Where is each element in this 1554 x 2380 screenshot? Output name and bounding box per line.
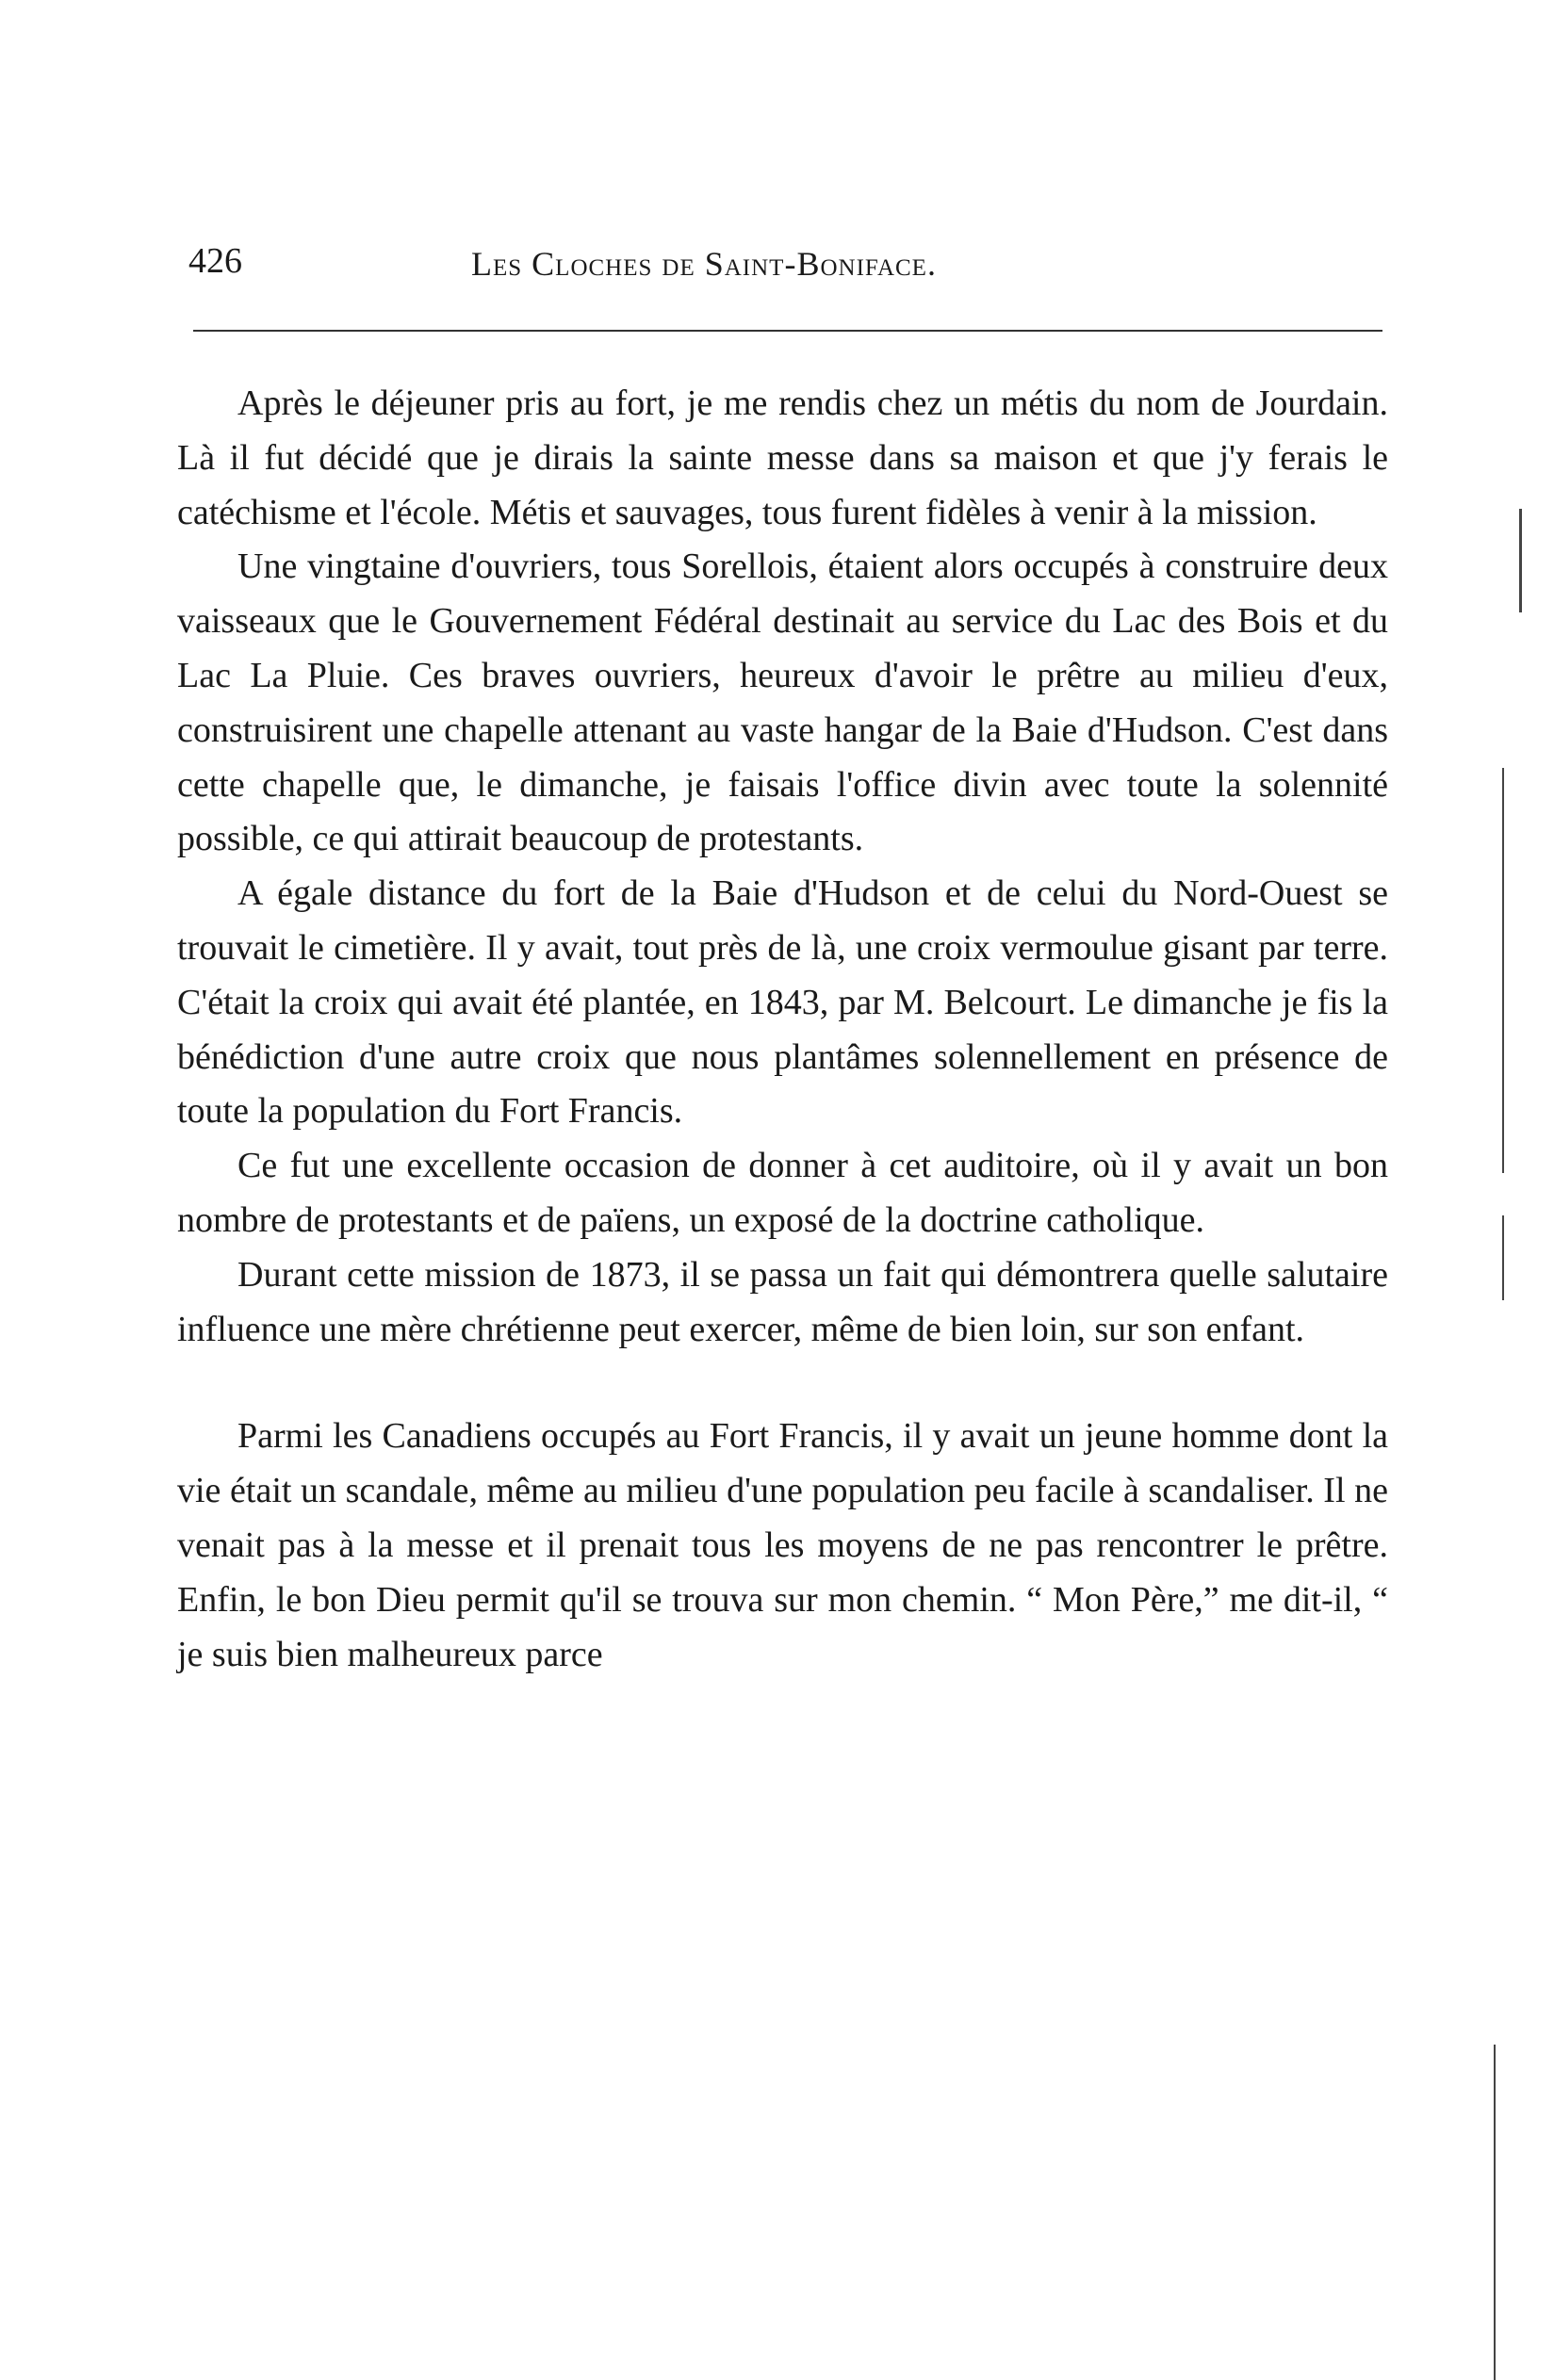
paragraph: Une vingtaine d'ouvriers, tous Sorellois, étaient alors occupés à construire deux vaisseaux que le Gouvernement Fédéral destinait au service du Lac des Bois et du Lac La Pluie. Ces braves ouvriers, heureux d'avoir le prêtre au milieu d'eux, construisirent une chapelle attenant au vaste hangar de la Baie d'Hudson. C'est dans cette chapelle que, le dimanche, je faisais l'office divin avec toute la solennité possible, ce qui attirait beaucoup de protestants.	[177, 546, 1388, 859]
page-header-title: Les Cloches de Saint-Boniface.	[471, 245, 937, 283]
paragraph: Durant cette mission de 1873, il se passa un fait qui démontrera quelle salutaire influence une mère chrétienne peut exercer, même de bien loin, sur son enfant.	[177, 1254, 1388, 1349]
paragraph: A égale distance du fort de la Baie d'Hudson et de celui du Nord-Ouest se trouvait le cimetière. Il y avait, tout près de là, une croix vermoulue gisant par terre. C'était la croix qui avait été plantée, en 1843, par M. Belcourt. Le dimanche je fis la bénédiction d'une autre croix que nous plantâmes solennellement en présence de toute la population du Fort Francis.	[177, 873, 1388, 1132]
header-rule	[193, 330, 1382, 332]
scan-edge-mark	[1519, 509, 1522, 612]
body-text	[177, 377, 1388, 1682]
scan-edge-mark	[1502, 768, 1504, 1173]
scan-edge-mark	[1494, 2045, 1496, 2380]
page-number: 426	[188, 241, 242, 281]
paragraph: Ce fut une excellente occasion de donner à cet auditoire, où il y avait un bon nombre de protestants et de païens, un exposé de la doctrine catholique.	[177, 1146, 1388, 1240]
paragraph: Parmi les Canadiens occupés au Fort Francis, il y avait un jeune homme dont la vie était un scandale, même au milieu d'une population peu facile à scandaliser. Il ne venait pas à la messe et il prenait tous les moyens de ne pas rencontrer le prêtre. Enfin, le bon Dieu permit qu'il se trouva sur mon chemin. “ Mon Père,” me dit-il, “ je suis bien malheureux parce	[177, 1416, 1388, 1674]
running-head	[188, 240, 1385, 297]
paragraph: Après le déjeuner pris au fort, je me rendis chez un métis du nom de Jourdain. Là il fut décidé que je dirais la sainte messe dans sa maison et que j'y ferais le catéchisme et l'école. Métis et sauvages, tous furent fidèles à venir à la mission.	[177, 383, 1388, 532]
scan-edge-mark	[1502, 1215, 1504, 1300]
